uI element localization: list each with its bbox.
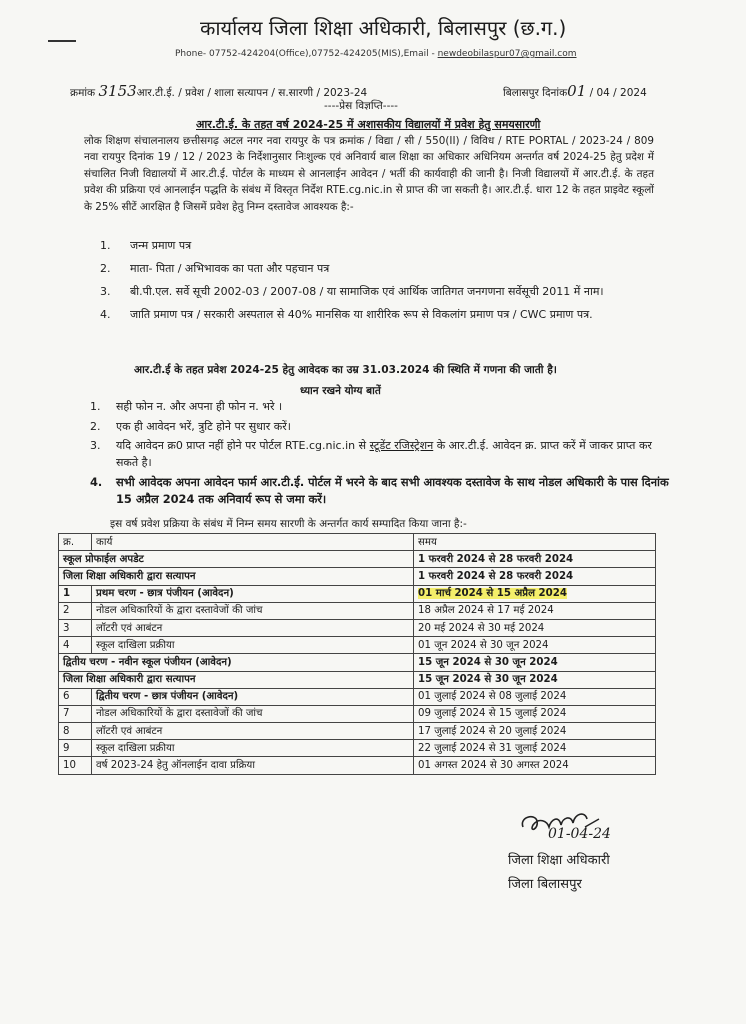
table-row (59, 619, 656, 636)
document-text: जाति प्रमाण पत्र / सरकारी अस्पताल से 40% मानसिक या शारीरिक रूप से विकलांग प्रमाण पत्र / CWC प्रमाण पत्र. (130, 308, 593, 321)
time-cell: 22 जुलाई 2024 से 31 जुलाई 2024 (414, 740, 656, 757)
point-text-cont: के आर.टी.ई. आवेदन क्र. प्राप्त करें में जाकर प्राप्त कर सकते है। (116, 439, 652, 469)
date-prefix: बिलासपुर दिनांक (503, 87, 568, 99)
table-row (59, 723, 656, 740)
document-text: बी.पी.एल. सर्वे सूची 2002-03 / 2007-08 / या सामाजिक एवं आर्थिक जातिगत जनगणना सर्वेसूची 2011 में नाम। (130, 285, 604, 298)
time-cell: 18 अप्रैल 2024 से 17 मई 2024 (414, 602, 656, 619)
sr-cell: 1 (59, 585, 92, 602)
time-cell: 15 जून 2024 से 30 जून 2024 (414, 671, 656, 688)
email-address: newdeobilaspur07@gmail.com (437, 49, 577, 59)
time-cell: 1 फरवरी 2024 से 28 फरवरी 2024 (414, 568, 656, 585)
contact-line (175, 49, 577, 59)
time-cell: 17 जुलाई 2024 से 20 जुलाई 2024 (414, 723, 656, 740)
date-suffix: / 04 / 2024 (589, 87, 647, 99)
work-cell: नोडल अधिकारियों के द्वारा दस्तावेजों की जांच (92, 705, 414, 722)
sr-cell: 2 (59, 602, 92, 619)
signature-date: 01-04-24 (548, 826, 611, 842)
point-text: सभी आवेदक अपना आवेदन फार्म आर.टी.ई. पोर्टल में भरने के बाद सभी आवश्यक दस्तावेज के साथ नोडल अधिकारी के पास दिनांक 15 अप्रैल 2024 तक अनिवार्य रूप से जमा करें। (116, 475, 669, 506)
ref-label: क्रमांक (70, 87, 96, 99)
point-item (90, 474, 670, 507)
document-item (100, 284, 660, 300)
time-cell: 01 जून 2024 से 30 जून 2024 (414, 637, 656, 654)
table-row (59, 602, 656, 619)
work-cell: प्रथम चरण - छात्र पंजीयन (आवेदन) (92, 585, 414, 602)
column-header-sr: क्र. (59, 534, 92, 551)
document-item (100, 307, 660, 323)
ref-rest: आर.टी.ई. / प्रवेश / शाला सत्यापन / स.सारणी / 2023-24 (136, 87, 368, 99)
work-cell: द्वितीय चरण - छात्र पंजीयन (आवेदन) (92, 688, 414, 705)
time-cell: 01 जुलाई 2024 से 08 जुलाई 2024 (414, 688, 656, 705)
signatory-place: जिला बिलासपुर (508, 877, 582, 892)
point-text: सही फोन न. और अपना ही फोन न. भरे । (116, 400, 283, 413)
document-item (100, 238, 660, 254)
phone-numbers: Phone- 07752-424204(Office),07752-424205(MIS),Email - (175, 49, 435, 59)
reference-number (70, 82, 367, 100)
work-cell: स्कूल प्रोफाईल अपडेट (59, 551, 414, 568)
sr-cell: 10 (59, 757, 92, 774)
table-header-row (59, 534, 656, 551)
schedule-table (58, 533, 656, 775)
sr-cell: 3 (59, 619, 92, 636)
table-row (59, 705, 656, 722)
document-text: माता- पिता / अभिभावक का पता और पहचान पत्र (130, 262, 330, 275)
time-cell: 09 जुलाई 2024 से 15 जुलाई 2024 (414, 705, 656, 722)
document-number: 4. (100, 308, 111, 321)
ref-handwritten: 3153 (98, 82, 137, 100)
work-cell: जिला शिक्षा अधिकारी द्वारा सत्यापन (59, 568, 414, 585)
sr-cell: 7 (59, 705, 92, 722)
work-cell: वर्ष 2023-24 हेतु ऑनलाईन दावा प्रक्रिया (92, 757, 414, 774)
table-row (59, 671, 656, 688)
sr-cell: 6 (59, 688, 92, 705)
point-item (90, 438, 670, 471)
corner-dash (48, 40, 76, 42)
point-item (90, 419, 670, 436)
point-number: 3. (90, 439, 101, 452)
table-row (59, 688, 656, 705)
time-cell: 01 अगस्त 2024 से 30 अगस्त 2024 (414, 757, 656, 774)
attention-points (90, 399, 670, 510)
age-note: आर.टी.ई के तहत प्रवेश 2024-25 हेतु आवेदक का उम्र 31.03.2024 की स्थिति में गणना की जाती है। (134, 364, 557, 376)
document-number: 1. (100, 239, 111, 252)
work-cell: स्कूल दाखिला प्रक्रीया (92, 740, 414, 757)
time-cell: 15 जून 2024 से 30 जून 2024 (414, 654, 656, 671)
work-cell: जिला शिक्षा अधिकारी द्वारा सत्यापन (59, 671, 414, 688)
point-number: 2. (90, 419, 101, 433)
office-title: कार्यालय जिला शिक्षा अधिकारी, बिलासपुर (छ.ग.) (200, 16, 567, 40)
point-text: एक ही आवेदन भरें, त्रुटि होने पर सुधार करें। (116, 419, 291, 433)
date-handwritten: 01 (567, 82, 587, 100)
time-cell: 20 मई 2024 से 30 मई 2024 (414, 619, 656, 636)
work-cell: नोडल अधिकारियों के द्वारा दस्तावेजों की जांच (92, 602, 414, 619)
table-row (59, 740, 656, 757)
document-text: जन्म प्रमाण पत्र (130, 239, 192, 252)
intro-paragraph (84, 133, 654, 215)
work-cell: लॉटरी एवं आबंटन (92, 619, 414, 636)
table-row (59, 637, 656, 654)
table-row (59, 568, 656, 585)
highlighted-date: 01 मार्च 2024 से 15 अप्रैल 2024 (418, 588, 567, 600)
notice-heading: आर.टी.ई. के तहत वर्ष 2024-25 में अशासकीय विद्यालयों में प्रवेश हेतु समयसारणी (196, 118, 541, 131)
time-cell (414, 585, 656, 602)
document-number: 2. (100, 262, 111, 275)
sr-cell: 9 (59, 740, 92, 757)
point-number: 4. (90, 475, 103, 489)
table-row (59, 757, 656, 774)
work-cell: स्कूल दाखिला प्रक्रीया (92, 637, 414, 654)
table-row (59, 551, 656, 568)
intro-text: लोक शिक्षण संचालनालय छत्तीसगढ़ अटल नगर नवा रायपुर के पत्र क्रमांक / विद्या / सी / 550(II) / विविध / RTE PORTAL / 2023-24 / 809 नवा रायपुर दिनांक 19 / 12 / 2023 के निर्देशानुसार निःशुल्क एवं अनिवार्य बाल शिक्षा का अधिकार अधिनियम अन्तर्गत वर्ष 2024-25 हेतु प्रदेश में संचालित निजी विद्यालयों में आर.टी.ई. पोर्टल के माध्यम से आनलाईन आवेदन / भर्ती की कार्यवाही की जानी है। निजी विद्यालयों में आर.टी.ई. के तहत प्रवेश की प्रक्रिया एवं आनलाईन पद्धति के संबंध में विस्तृत निर्देश RTE.cg.nic.in से प्राप्त की जा सकती है। आर.टी.ई. धारा 12 के तहत प्राइवेट स्कूलों के 25% सीटें आरक्षित है जिसमें प्रवेश हेतु निम्न दस्तावेज आवश्यक है:- (84, 135, 654, 213)
press-release-label: ----प्रेस विज्ञप्ति---- (324, 100, 398, 112)
attention-heading: ध्यान रखने योग्य बातें (300, 385, 381, 397)
time-cell: 1 फरवरी 2024 से 28 फरवरी 2024 (414, 551, 656, 568)
schedule-intro: इस वर्ष प्रवेश प्रक्रिया के संबंध में निम्न समय सारणी के अन्तर्गत कार्य सम्पादित किया जाना है:- (110, 518, 467, 530)
point-item (90, 399, 670, 416)
work-cell: द्वितीय चरण - नवीन स्कूल पंजीयन (आवेदन) (59, 654, 414, 671)
table-row (59, 585, 656, 602)
letter-date (503, 82, 647, 100)
point-number: 1. (90, 400, 101, 413)
document-number: 3. (100, 285, 111, 298)
sr-cell: 8 (59, 723, 92, 740)
column-header-work: कार्य (92, 534, 414, 551)
table-row (59, 654, 656, 671)
column-header-time: समय (414, 534, 656, 551)
work-cell: लॉटरी एवं आबंटन (92, 723, 414, 740)
student-registration-link[interactable]: स्टूडेंट रजिस्ट्रेशन (369, 439, 434, 452)
required-documents-list (100, 238, 660, 330)
sr-cell: 4 (59, 637, 92, 654)
signatory-title: जिला शिक्षा अधिकारी (508, 853, 610, 868)
document-item (100, 261, 660, 277)
point-text: यदि आवेदन क्र0 प्राप्त नहीं होने पर पोर्टल RTE.cg.nic.in से (116, 439, 367, 452)
